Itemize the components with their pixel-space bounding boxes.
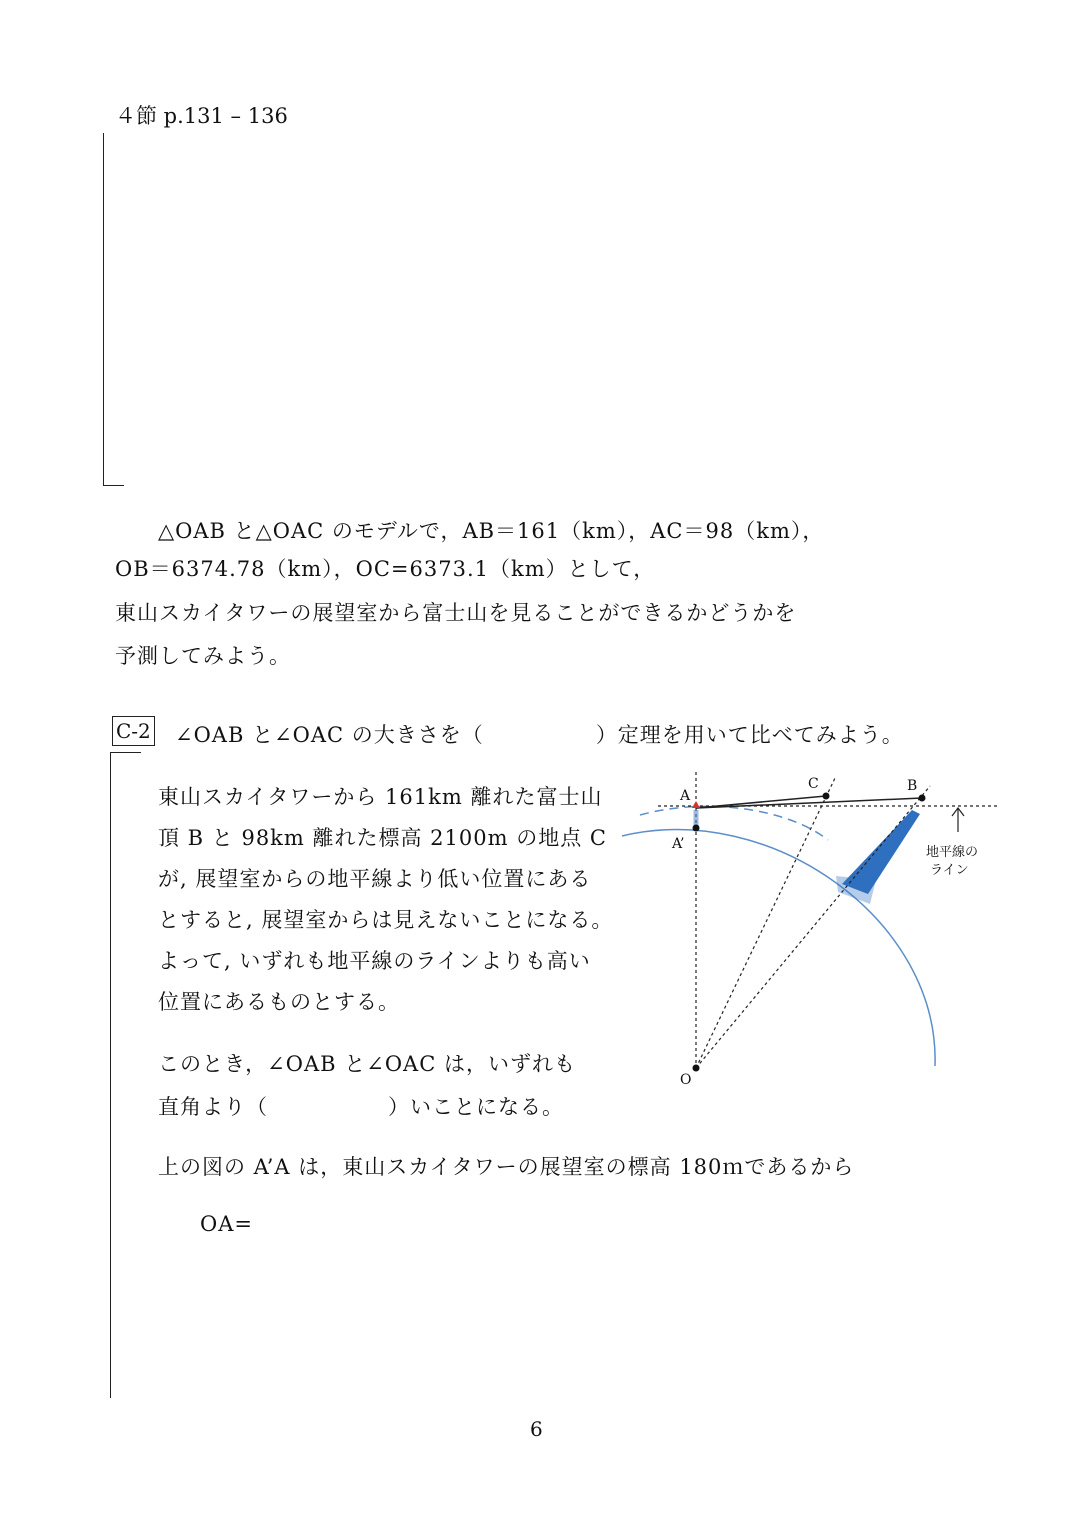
intro-line-4: 予測してみよう。 (115, 644, 291, 668)
oa-formula: OA= (200, 1212, 253, 1236)
label-a: A (680, 788, 691, 804)
body-p1-line-1: 東山スカイタワーから 161km 離れた富士山 (158, 785, 603, 809)
body-p3: 上の図の A’A は，東山スカイタワーの展望室の標高 180ｍであるから (158, 1155, 855, 1179)
intro-line-1: △OAB と△OAC のモデルで，AB＝161（km），AC＝98（km）， (158, 519, 825, 543)
intro-line-3: 東山スカイタワーの展望室から富士山を見ることができるかどうかを (115, 601, 797, 625)
body-p2-after: ）いことになる。 (388, 1095, 564, 1119)
point-o (693, 1065, 700, 1072)
body-p2-line-2 (158, 1091, 564, 1121)
horizon-arc-dashed (640, 806, 828, 840)
body-p2-before: 直角より（ (158, 1095, 268, 1119)
body-p1-line-2: 頂 B と 98km 離れた標高 2100m の地点 C (158, 826, 607, 850)
label-c: C (808, 776, 819, 792)
point-c (823, 793, 830, 800)
answer-bracket-top (103, 133, 124, 486)
mountain-base-shadow (836, 876, 876, 904)
line-o-c (696, 776, 836, 1068)
c2-label-box: C-2 (112, 716, 155, 746)
intro-line-2: OB＝6374.78（km），OC=6373.1（km）として， (115, 557, 656, 581)
body-p1-line-3: が, 展望室からの地平線より低い位置にある (158, 867, 592, 891)
point-b (919, 795, 926, 802)
point-a-prime (693, 825, 700, 832)
page-number: 6 (530, 1417, 543, 1441)
earth-horizon-diagram (600, 760, 1020, 1100)
c2-question-before: ∠OAB と∠OAC の大きさを（ (175, 723, 484, 747)
label-b: B (907, 778, 918, 794)
section-header: ４節 p.131 – 136 (115, 104, 288, 128)
observatory-point-a (692, 801, 700, 808)
horizon-label-line-2: ライン (930, 863, 969, 878)
earth-surface-arc (622, 830, 935, 1066)
label-a-prime: A’ (672, 836, 685, 852)
body-p2-line-1: このとき，∠OAB と∠OAC は，いずれも (158, 1052, 576, 1076)
body-p1-line-4: とすると, 展望室からは見えないことになる。 (158, 908, 614, 932)
body-p1-line-5: よって, いずれも地平線のラインよりも高い (158, 949, 591, 973)
answer-bracket-c2 (110, 752, 141, 1398)
c2-question-after: ）定理を用いて比べてみよう。 (595, 723, 904, 747)
label-o: O (680, 1072, 692, 1088)
horizon-label-line-1: 地平線の (926, 845, 979, 860)
body-p1-line-6: 位置にあるものとする。 (158, 990, 400, 1014)
c2-question (175, 719, 904, 749)
